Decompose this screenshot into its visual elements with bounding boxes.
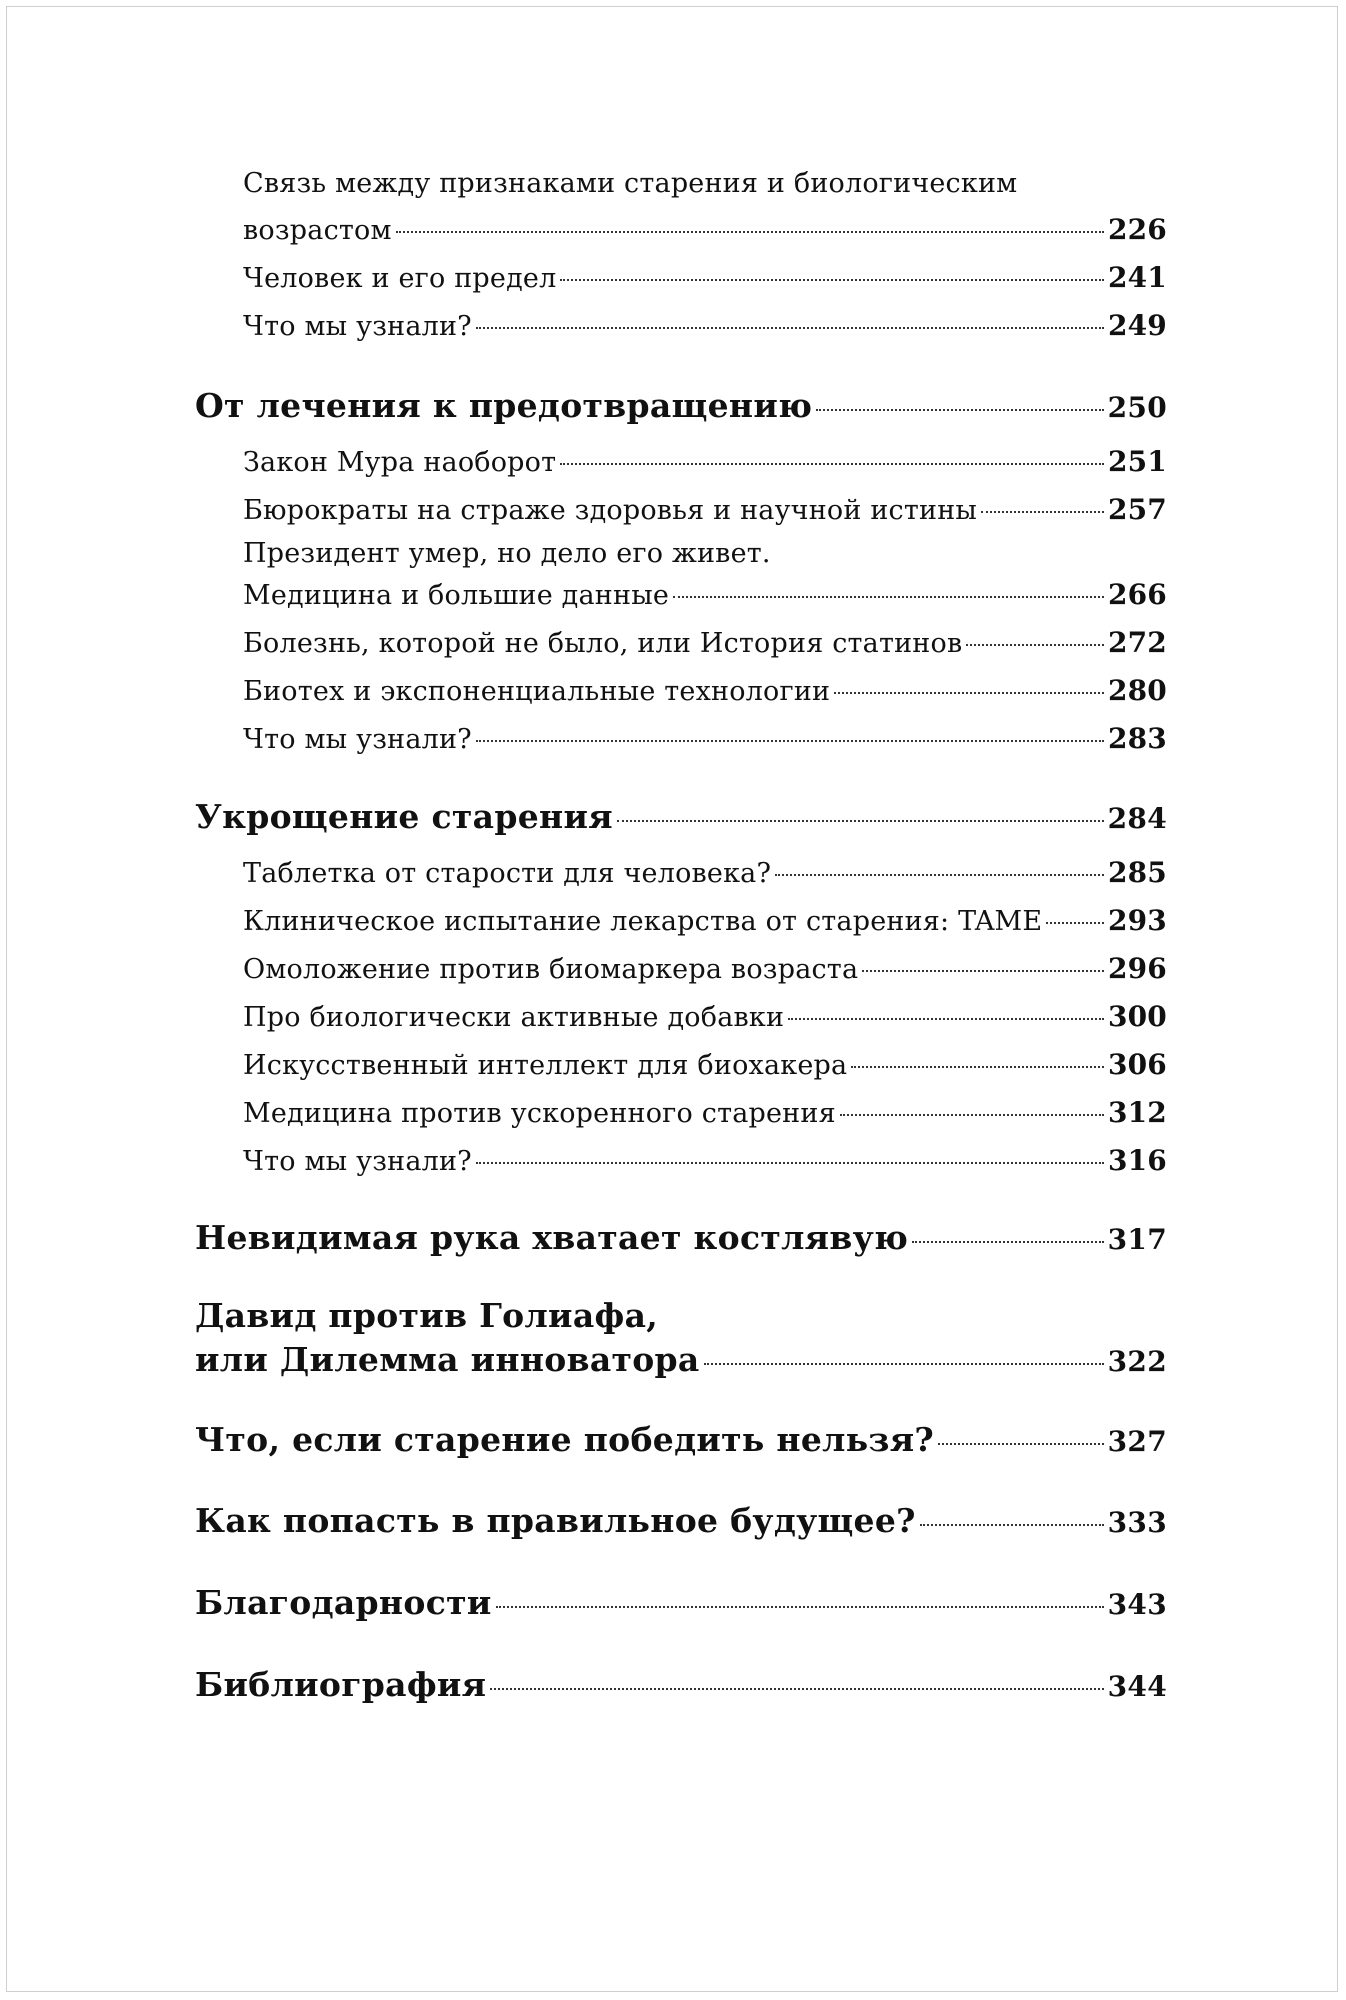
- toc-page-number: 283: [1107, 722, 1167, 755]
- toc-page-number: 327: [1107, 1425, 1167, 1458]
- toc-chapter[interactable]: [195, 386, 1167, 425]
- dot-leader: [834, 692, 1104, 694]
- dot-leader: [851, 1066, 1104, 1068]
- dot-leader: [560, 463, 1104, 465]
- toc-chapter-title: Что, если старение победить нельзя?: [195, 1420, 935, 1459]
- toc-page-number: 250: [1107, 391, 1167, 424]
- dot-leader: [476, 1162, 1104, 1164]
- toc-entry[interactable]: [243, 578, 1167, 611]
- toc-chapter-title: Благодарности: [195, 1583, 492, 1622]
- toc-entry-title: Медицина против ускоренного старения: [243, 1098, 836, 1129]
- toc-entry[interactable]: [243, 213, 1167, 246]
- dot-leader: [617, 820, 1104, 822]
- toc-chapter-title-line: Давид против Голиафа,: [195, 1296, 659, 1335]
- toc-entry[interactable]: [243, 904, 1167, 937]
- dot-leader: [396, 231, 1104, 233]
- dot-leader: [862, 970, 1104, 972]
- toc-entry-title: Бюрократы на страже здоровья и научной истины: [243, 495, 978, 526]
- dot-leader: [816, 409, 1103, 411]
- toc-page-number: 285: [1107, 856, 1167, 889]
- toc-entry-title-line: Президент умер, но дело его живет.: [243, 538, 771, 569]
- toc-chapter-title: Как попасть в правильное будущее?: [195, 1501, 916, 1540]
- toc-entry[interactable]: [243, 626, 1167, 659]
- toc-entry[interactable]: [243, 722, 1167, 755]
- toc-entry-title-line: Связь между признаками старения и биологическим: [243, 168, 1018, 199]
- dot-leader: [476, 740, 1104, 742]
- dot-leader: [966, 644, 1104, 646]
- dot-leader: [496, 1606, 1104, 1608]
- toc-entry-title: Болезнь, которой не было, или История статинов: [243, 628, 963, 659]
- toc-page-number: 322: [1107, 1345, 1167, 1378]
- toc-entry-title: Искусственный интеллект для биохакера: [243, 1050, 848, 1081]
- toc-page-number: 344: [1107, 1670, 1167, 1703]
- dot-leader: [673, 596, 1104, 598]
- toc-entry-title: Что мы узнали?: [243, 1146, 472, 1177]
- toc-chapter[interactable]: [195, 1501, 1167, 1540]
- toc-entry[interactable]: [243, 1000, 1167, 1033]
- toc-page-number: 306: [1107, 1048, 1167, 1081]
- dot-leader: [560, 279, 1103, 281]
- toc-entry[interactable]: [243, 1144, 1167, 1177]
- toc-chapter-title: Библиография: [195, 1665, 487, 1704]
- toc-entry-title: Про биологически активные добавки: [243, 1002, 785, 1033]
- toc-page-number: 266: [1107, 578, 1167, 611]
- toc-entry[interactable]: [243, 445, 1167, 478]
- toc-page-number: 333: [1107, 1506, 1167, 1539]
- toc-chapter[interactable]: [195, 1583, 1167, 1622]
- toc-page-number: 300: [1107, 1000, 1167, 1033]
- dot-leader: [704, 1363, 1104, 1365]
- toc-page-number: 317: [1107, 1223, 1167, 1256]
- toc-page-number: 249: [1107, 309, 1167, 342]
- toc-chapter-title: Невидимая рука хватает костлявую: [195, 1218, 909, 1257]
- dot-leader: [1046, 922, 1104, 924]
- toc-chapter[interactable]: [195, 1420, 1167, 1459]
- toc-chapter-title: От лечения к предотвращению: [195, 386, 813, 425]
- toc-entry[interactable]: [243, 309, 1167, 342]
- toc-page-number: 241: [1107, 261, 1167, 294]
- dot-leader: [938, 1443, 1104, 1445]
- toc-page-number: 296: [1107, 952, 1167, 985]
- toc-page-number: 316: [1107, 1144, 1167, 1177]
- dot-leader: [840, 1114, 1104, 1116]
- toc-chapter-title: или Дилемма инноватора: [195, 1340, 700, 1379]
- dot-leader: [920, 1524, 1104, 1526]
- toc-page-number: 284: [1107, 802, 1167, 835]
- toc-entry[interactable]: [243, 493, 1167, 526]
- toc-page-number: 280: [1107, 674, 1167, 707]
- toc-entry-title: Омоложение против биомаркера возраста: [243, 954, 859, 985]
- toc-entry[interactable]: [243, 674, 1167, 707]
- toc-page-number: 343: [1107, 1588, 1167, 1621]
- dot-leader: [775, 874, 1104, 876]
- toc-entry-title: возрастом: [243, 215, 392, 246]
- toc-chapter[interactable]: [195, 1218, 1167, 1257]
- dot-leader: [788, 1018, 1104, 1020]
- toc-page-number: 272: [1107, 626, 1167, 659]
- toc-entry[interactable]: [243, 1048, 1167, 1081]
- toc-entry-title: Закон Мура наоборот: [243, 447, 557, 478]
- toc-entry-title: Биотех и экспоненциальные технологии: [243, 676, 831, 707]
- toc-chapter[interactable]: [195, 1340, 1167, 1379]
- toc-entry-title: Что мы узнали?: [243, 724, 472, 755]
- toc-entry-title: Клиническое испытание лекарства от старения: TAME: [243, 906, 1043, 937]
- toc-page-number: 293: [1107, 904, 1167, 937]
- toc-page-number: 257: [1107, 493, 1167, 526]
- toc-page-number: 251: [1107, 445, 1167, 478]
- toc-entry-title: Таблетка от старости для человека?: [243, 858, 772, 889]
- dot-leader: [476, 327, 1104, 329]
- toc-page-number: 226: [1107, 213, 1167, 246]
- toc-chapter-title: Укрощение старения: [195, 797, 613, 836]
- toc-entry[interactable]: [243, 856, 1167, 889]
- dot-leader: [912, 1241, 1104, 1243]
- toc-chapter[interactable]: [195, 797, 1167, 836]
- toc-entry[interactable]: [243, 261, 1167, 294]
- dot-leader: [981, 511, 1104, 513]
- toc-entry-title: Медицина и большие данные: [243, 580, 670, 611]
- toc-entry[interactable]: [243, 952, 1167, 985]
- toc-page-number: 312: [1107, 1096, 1167, 1129]
- toc-entry-title: Что мы узнали?: [243, 311, 472, 342]
- toc-entry-title: Человек и его предел: [243, 263, 557, 294]
- dot-leader: [490, 1688, 1103, 1690]
- toc-chapter[interactable]: [195, 1665, 1167, 1704]
- toc-entry[interactable]: [243, 1096, 1167, 1129]
